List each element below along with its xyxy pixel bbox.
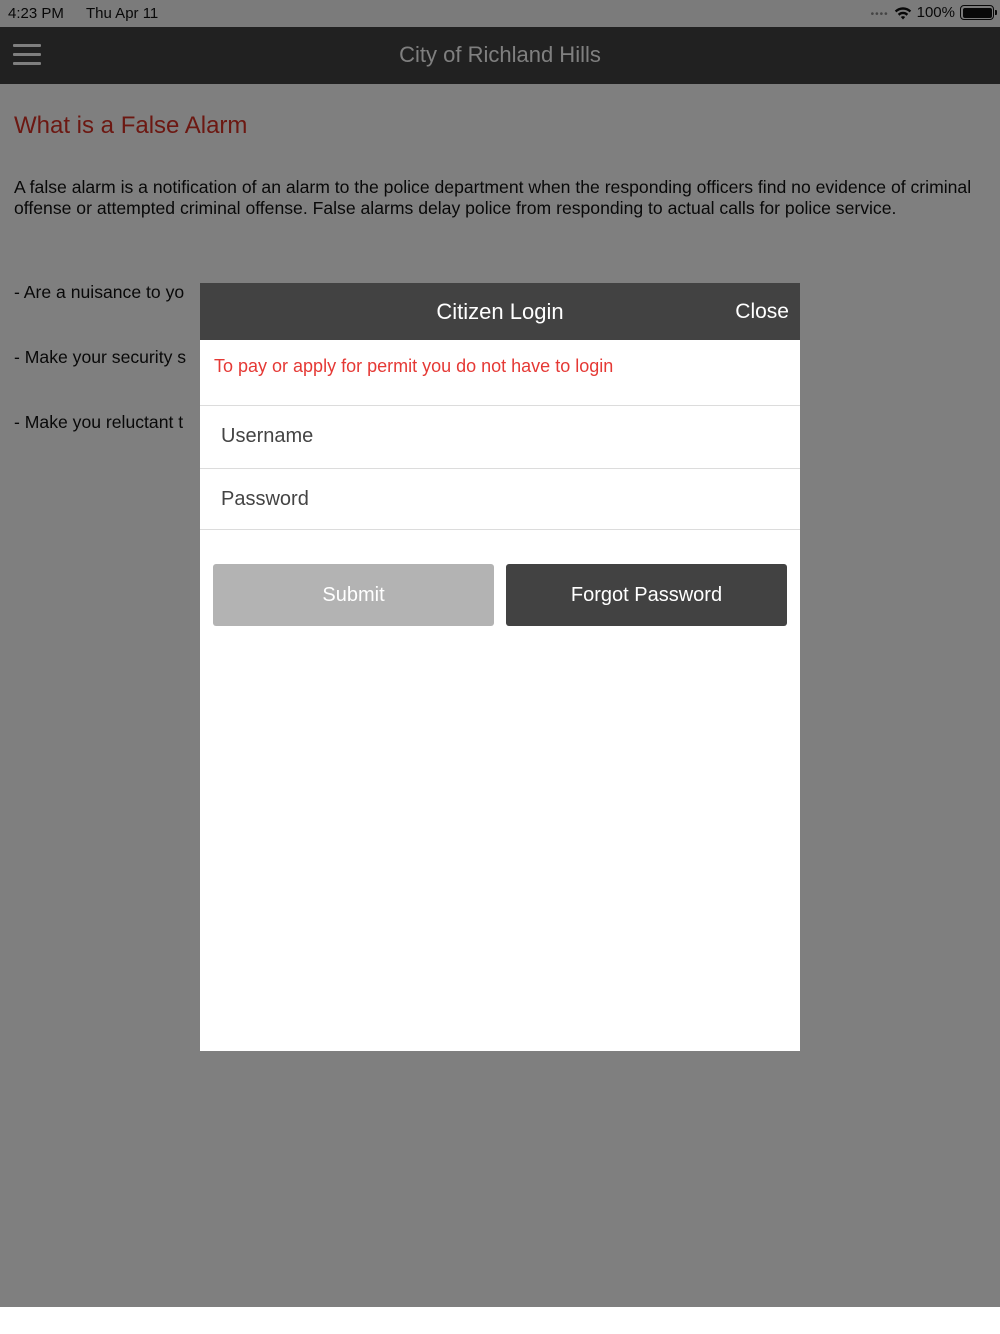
bottom-strip — [0, 1307, 1000, 1334]
forgot-password-button[interactable]: Forgot Password — [506, 564, 787, 626]
password-input[interactable] — [200, 469, 800, 529]
modal-title: Citizen Login — [436, 299, 564, 324]
username-field-row — [200, 405, 800, 467]
login-notice: To pay or apply for permit you do not have to login — [214, 356, 614, 376]
submit-button[interactable]: Submit — [213, 564, 494, 626]
password-field-row — [200, 468, 800, 530]
modal-header — [200, 283, 800, 340]
close-button[interactable]: Close — [735, 300, 789, 323]
citizen-login-modal — [200, 283, 800, 1051]
username-input[interactable] — [200, 406, 800, 467]
